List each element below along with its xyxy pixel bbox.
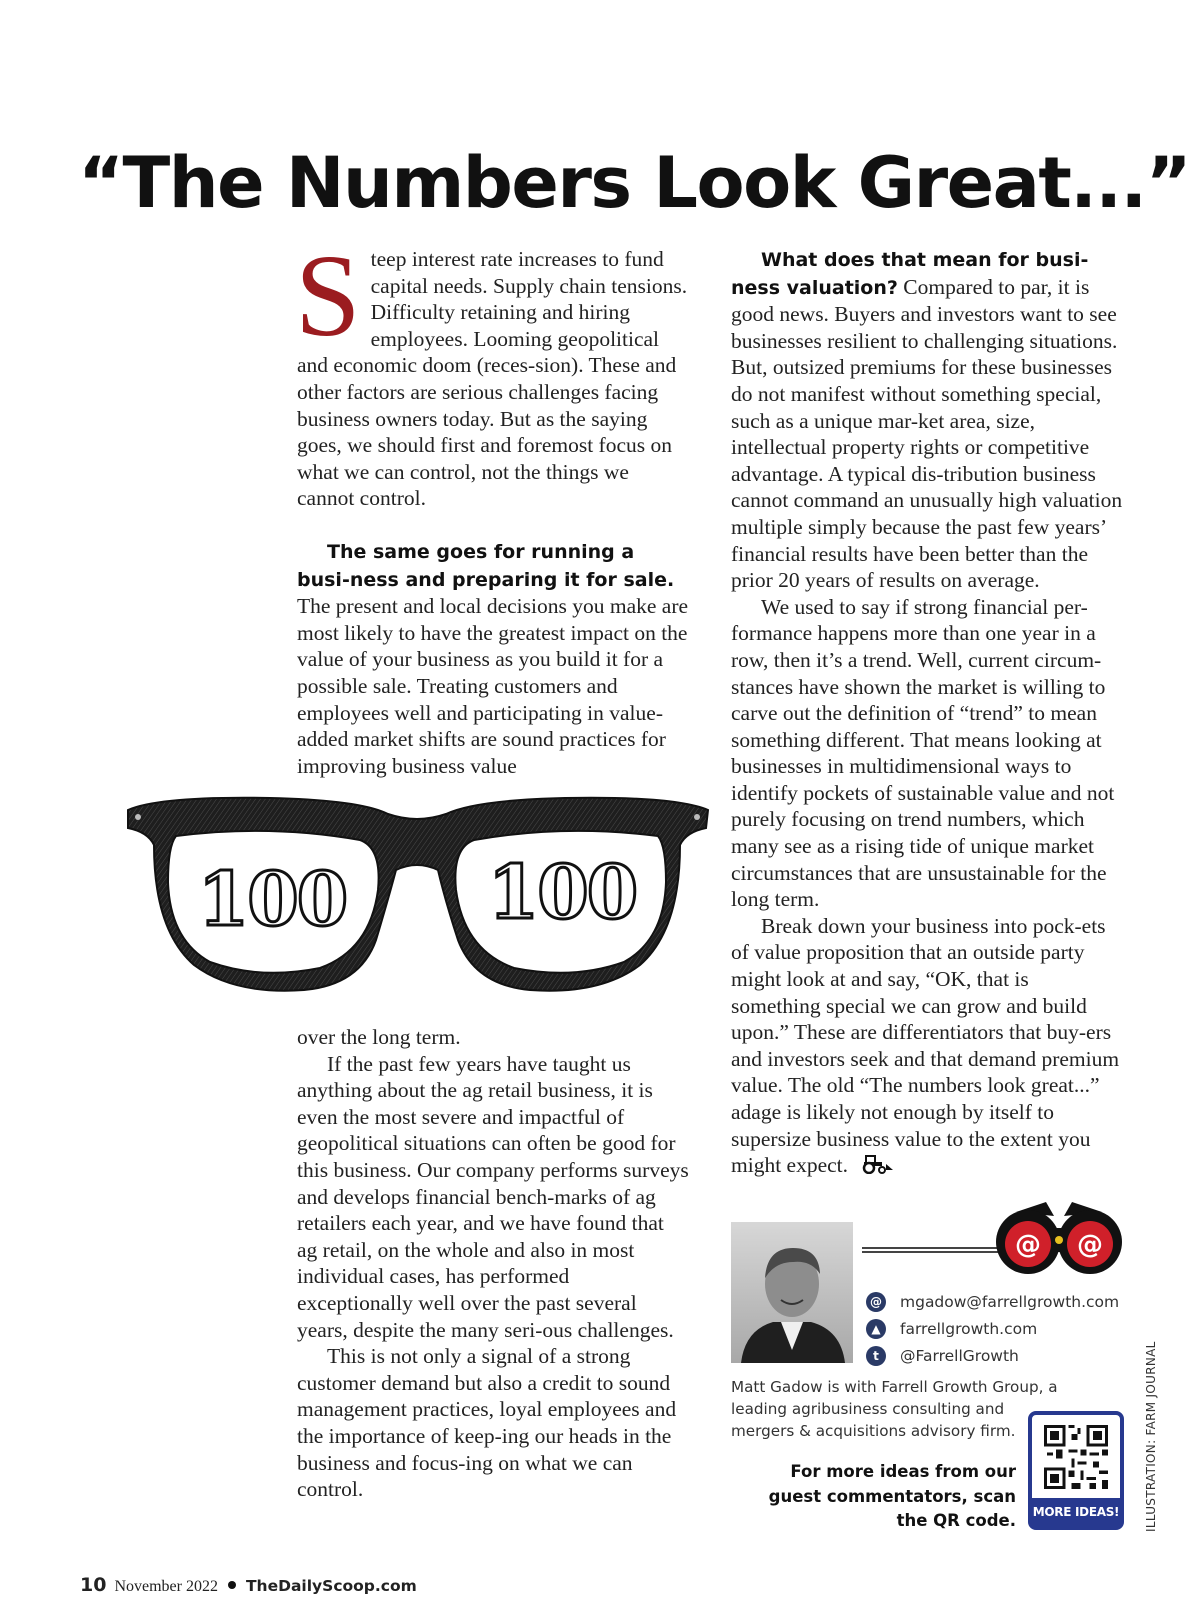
contact-list [866,1288,1126,1369]
issue-date: November 2022 [114,1578,218,1595]
binoculars-icon [994,1198,1124,1276]
paragraph-trend: We used to say if strong financial per-formance happens more than one year in a row, then it’s a trend. Well, current circum-stances have shown the market is willing to carve out the definition of “trend” to mean something different. That means looking at businesses in multidimensional ways to identify pockets of sustainable value and not purely focusing on trend numbers, which many see as a rising tide of unique market circumstances that are unsustainable for the long term. [731,594,1115,912]
right-lens-number: 100 [487,850,637,936]
twitter-icon: t [866,1346,886,1366]
illustration-credit: ILLUSTRATION: FARM JOURNAL [1144,1341,1158,1532]
qr-code-icon[interactable] [1044,1425,1108,1489]
divider-line [862,1247,1002,1253]
qr-code-box[interactable] [1028,1411,1124,1530]
page-footer [80,1574,417,1596]
paragraph-body: Compared to par, it is good news. Buyers and investors want to see businesses resilient to challenging situations. But, outsized premiums for these businesses do not manifest without something special, such as a unique mar-ket area, size, intellectual property rights or competitive advantage. A typical dis-tribution business cannot command an unusually high valuation multiple simply because the past few years’ financial results have been better than the prior 20 years of results on average. [731,274,1123,593]
at-icon: @ [866,1292,886,1312]
website-link[interactable]: farrellgrowth.com [900,1319,1038,1338]
publication-site[interactable]: TheDailyScoop.com [245,1577,417,1595]
paragraph-lead: What does that mean for busi-ness valuation? [731,249,1089,299]
paragraph-body: The present and local decisions you make are most likely to have the greatest impact on the value of your business as you build it for a possible sale. Treating customers and employees well and participating in value-added market shifts are sound practices for improving business value [297,594,689,778]
contact-website[interactable] [866,1315,1126,1342]
paragraph-past-years: If the past few years have taught us anything about the ag retail business, it is even the most severe and impactful of geopolitical situations can often be good for this business. Our company performs surveys and develops financial bench-marks of ag retailers each year, and we have found that ag retail, on the whole and also in most individual cases, has performed exceptionally well over the past several years, despite the many seri-ous challenges. [297,1051,689,1342]
twitter-link[interactable]: @FarrellGrowth [900,1346,1019,1365]
paragraph-running-business [297,538,689,779]
paragraph-break-down: Break down your business into pock-ets of value proposition that an outside party might look at and say, “OK, that is something special we can grow and build upon.” These are differentiators that buy-ers and investors seek and that demand premium value. The old “The numbers look great...” adage is likely not enough by itself to supersize business value to the extent you might expect. [731,913,1120,1178]
page-number: 10 [80,1574,107,1596]
page-title: “The Numbers Look Great...” [78,142,1191,224]
paragraph-continued: over the long term. [297,1025,461,1049]
email-link[interactable]: mgadow@farrellgrowth.com [900,1292,1120,1311]
left-lens-number: 100 [197,857,347,943]
svg-text:@: @ [1077,1230,1103,1260]
paragraph-intro: teep interest rate increases to fund capital needs. Supply chain tensions. Difficulty retaining and hiring employees. Looming geopolitical and economic doom (reces-sion). These and other factors are serious challenges facing business owners today. But as the saying goes, we should first and foremost focus on what we can control, not the things we cannot control. [297,247,688,511]
paragraph-valuation [731,246,1123,594]
qr-call-to-action: For more ideas from our guest commentators, scan the QR code. [768,1462,1016,1530]
author-bio: Matt Gadow is with Farrell Growth Group, a leading agribusiness consulting and mergers & acquisitions advisory firm. [731,1378,1058,1440]
author-photo [731,1222,853,1363]
article-column-left-top [295,230,689,779]
article-column-left-bottom [297,1024,689,1503]
contact-email[interactable] [866,1288,1126,1315]
drop-cap: S [295,230,361,361]
article-column-right [731,246,1123,1179]
glasses-illustration [120,790,715,995]
more-ideas-label: MORE IDEAS! [1032,1498,1120,1526]
bullet-separator [228,1581,236,1589]
paragraph-signal: This is not only a signal of a strong customer demand but also a credit to sound management practices, loyal employees and the importance of keep-ing our heads in the business and focus-ing on what we can control. [297,1344,677,1502]
paragraph-lead: The same goes for running a busi-ness and preparing it for sale. [297,540,675,591]
contact-twitter[interactable] [866,1342,1126,1369]
tractor-icon [860,1154,894,1174]
cursor-icon: ▲ [866,1319,886,1339]
svg-text:@: @ [1015,1230,1041,1260]
